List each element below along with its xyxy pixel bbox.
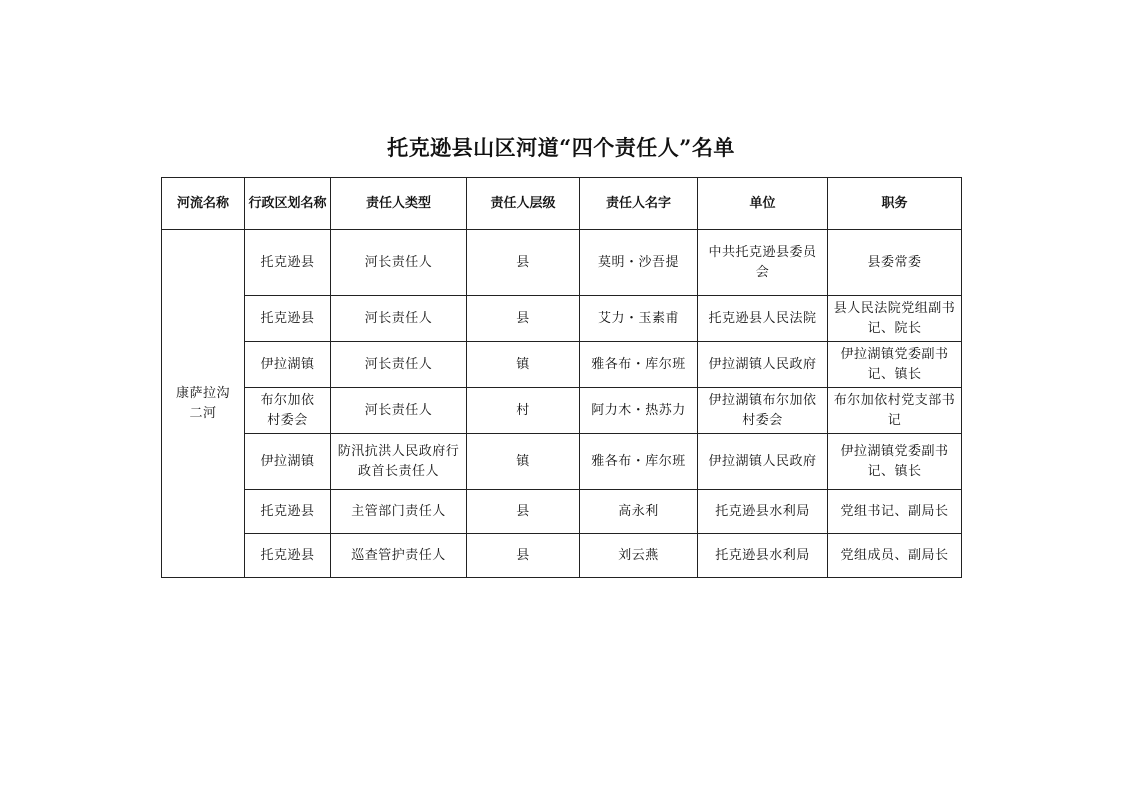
level-cell: 县 xyxy=(467,534,580,578)
person-name-cell: 艾力・玉素甫 xyxy=(580,296,698,342)
level-cell: 县 xyxy=(467,230,580,296)
type-cell: 河长责任人 xyxy=(331,230,467,296)
table-row xyxy=(162,296,962,342)
unit-cell: 中共托克逊县委员会 xyxy=(698,230,828,296)
person-name-cell: 莫明・沙吾提 xyxy=(580,230,698,296)
header-district: 行政区划名称 xyxy=(245,178,331,230)
unit-cell: 伊拉湖镇人民政府 xyxy=(698,342,828,388)
type-cell: 主管部门责任人 xyxy=(331,490,467,534)
river-name-cell: 康萨拉沟二河 xyxy=(162,230,245,578)
type-cell: 河长责任人 xyxy=(331,296,467,342)
district-cell: 伊拉湖镇 xyxy=(245,434,331,490)
person-name-cell: 雅各布・库尔班 xyxy=(580,434,698,490)
district-cell: 托克逊县 xyxy=(245,490,331,534)
unit-cell: 伊拉湖镇人民政府 xyxy=(698,434,828,490)
table-row xyxy=(162,388,962,434)
person-name-cell: 刘云燕 xyxy=(580,534,698,578)
level-cell: 镇 xyxy=(467,434,580,490)
district-cell: 布尔加依村委会 xyxy=(245,388,331,434)
person-name-cell: 高永利 xyxy=(580,490,698,534)
level-cell: 县 xyxy=(467,490,580,534)
type-cell: 河长责任人 xyxy=(331,342,467,388)
table-row xyxy=(162,434,962,490)
level-cell: 县 xyxy=(467,296,580,342)
unit-cell: 托克逊县水利局 xyxy=(698,534,828,578)
type-cell: 河长责任人 xyxy=(331,388,467,434)
position-cell: 伊拉湖镇党委副书记、镇长 xyxy=(828,342,962,388)
district-cell: 伊拉湖镇 xyxy=(245,342,331,388)
table-row xyxy=(162,490,962,534)
document-title: 托克逊县山区河道“四个责任人”名单 xyxy=(387,135,735,160)
table-row xyxy=(162,342,962,388)
type-cell: 巡查管护责任人 xyxy=(331,534,467,578)
district-cell: 托克逊县 xyxy=(245,296,331,342)
unit-cell: 托克逊县水利局 xyxy=(698,490,828,534)
position-cell: 党组成员、副局长 xyxy=(828,534,962,578)
header-unit: 单位 xyxy=(698,178,828,230)
table-row xyxy=(162,230,962,296)
type-cell: 防汛抗洪人民政府行政首长责任人 xyxy=(331,434,467,490)
table-row xyxy=(162,534,962,578)
person-name-cell: 阿力木・热苏力 xyxy=(580,388,698,434)
district-cell: 托克逊县 xyxy=(245,534,331,578)
position-cell: 布尔加依村党支部书记 xyxy=(828,388,962,434)
header-level: 责任人层级 xyxy=(467,178,580,230)
header-type: 责任人类型 xyxy=(331,178,467,230)
unit-cell: 伊拉湖镇布尔加依村委会 xyxy=(698,388,828,434)
table-header-row xyxy=(162,178,962,230)
person-name-cell: 雅各布・库尔班 xyxy=(580,342,698,388)
unit-cell: 托克逊县人民法院 xyxy=(698,296,828,342)
level-cell: 村 xyxy=(467,388,580,434)
responsibility-table xyxy=(161,177,962,578)
position-cell: 伊拉湖镇党委副书记、镇长 xyxy=(828,434,962,490)
header-river-name: 河流名称 xyxy=(162,178,245,230)
position-cell: 党组书记、副局长 xyxy=(828,490,962,534)
position-cell: 县人民法院党组副书记、院长 xyxy=(828,296,962,342)
level-cell: 镇 xyxy=(467,342,580,388)
header-person-name: 责任人名字 xyxy=(580,178,698,230)
header-position: 职务 xyxy=(828,178,962,230)
position-cell: 县委常委 xyxy=(828,230,962,296)
district-cell: 托克逊县 xyxy=(245,230,331,296)
